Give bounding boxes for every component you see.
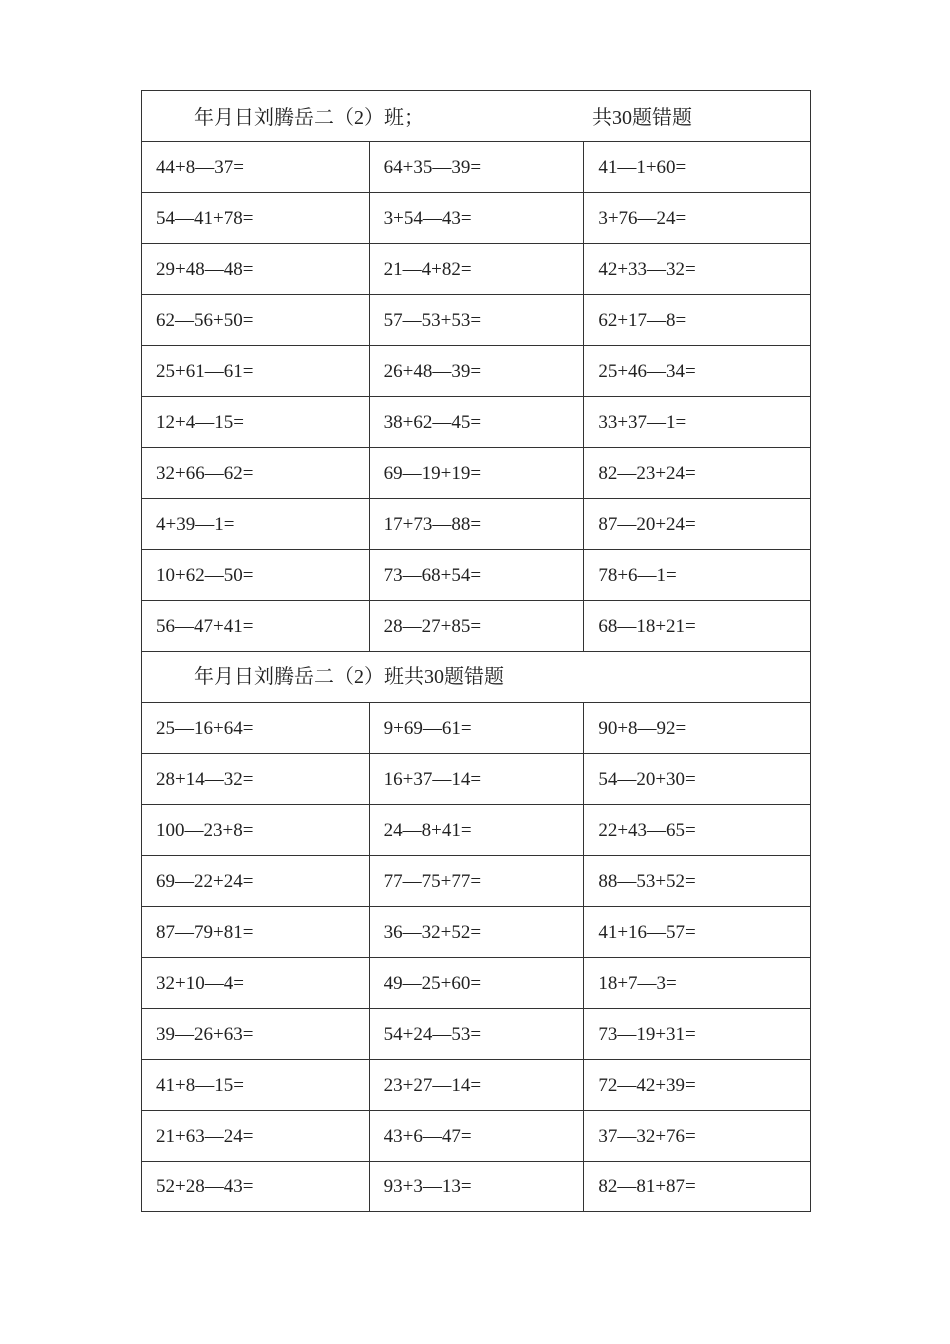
- problem-cell: 90+8—92=: [584, 703, 811, 754]
- problem-cell: 54+24—53=: [370, 1009, 585, 1060]
- problem-cell: 87—20+24=: [584, 499, 811, 550]
- problem-cell: 21—4+82=: [370, 244, 585, 295]
- problem-cell: 32+66—62=: [142, 448, 370, 499]
- problem-cell: 62—56+50=: [142, 295, 370, 346]
- table-row: [142, 193, 811, 244]
- table-row: [142, 1060, 811, 1111]
- problem-cell: 26+48—39=: [370, 346, 585, 397]
- table-row: [142, 550, 811, 601]
- problem-cell: 10+62—50=: [142, 550, 370, 601]
- problem-cell: 69—19+19=: [370, 448, 585, 499]
- table-row: [142, 856, 811, 907]
- problem-cell: 38+62—45=: [370, 397, 585, 448]
- table-row: [142, 499, 811, 550]
- problem-cell: 44+8—37=: [142, 142, 370, 193]
- problem-cell: 54—41+78=: [142, 193, 370, 244]
- table-row: [142, 907, 811, 958]
- table-row: [142, 1162, 811, 1212]
- problem-cell: 32+10—4=: [142, 958, 370, 1009]
- table-row: [142, 1111, 811, 1162]
- problem-cell: 100—23+8=: [142, 805, 370, 856]
- problem-cell: 17+73—88=: [370, 499, 585, 550]
- problem-cell: 68—18+21=: [584, 601, 811, 652]
- problem-cell: 12+4—15=: [142, 397, 370, 448]
- table-row: [142, 295, 811, 346]
- problem-cell: 64+35—39=: [370, 142, 585, 193]
- problem-cell: 41+8—15=: [142, 1060, 370, 1111]
- problem-cell: 21+63—24=: [142, 1111, 370, 1162]
- problem-cell: 28+14—32=: [142, 754, 370, 805]
- header-title: 年月日刘腾岳二（2）班；: [194, 107, 424, 129]
- problem-cell: 56—47+41=: [142, 601, 370, 652]
- table-row: [142, 1009, 811, 1060]
- problem-cell: 9+69—61=: [370, 703, 585, 754]
- problem-cell: 77—75+77=: [370, 856, 585, 907]
- problem-cell: 29+48—48=: [142, 244, 370, 295]
- problem-cell: 16+37—14=: [370, 754, 585, 805]
- problem-cell: 24—8+41=: [370, 805, 585, 856]
- table-row: [142, 244, 811, 295]
- problem-cell: 3+76—24=: [584, 193, 811, 244]
- problem-cell: 36—32+52=: [370, 907, 585, 958]
- worksheet-table: [141, 90, 811, 1212]
- table-row: [142, 754, 811, 805]
- problem-cell: 82—81+87=: [584, 1162, 811, 1212]
- problem-cell: 72—42+39=: [584, 1060, 811, 1111]
- worksheet-header: [142, 91, 811, 142]
- problem-cell: 41—1+60=: [584, 142, 811, 193]
- problem-cell: 42+33—32=: [584, 244, 811, 295]
- table-row: [142, 958, 811, 1009]
- problem-cell: 25+46—34=: [584, 346, 811, 397]
- problem-cell: 4+39—1=: [142, 499, 370, 550]
- problem-cell: 52+28—43=: [142, 1162, 370, 1212]
- problem-cell: 54—20+30=: [584, 754, 811, 805]
- problem-cell: 23+27—14=: [370, 1060, 585, 1111]
- problem-cell: 33+37—1=: [584, 397, 811, 448]
- problem-cell: 62+17—8=: [584, 295, 811, 346]
- table-row: [142, 703, 811, 754]
- problem-cell: 28—27+85=: [370, 601, 585, 652]
- problem-cell: 22+43—65=: [584, 805, 811, 856]
- problem-cell: 25+61—61=: [142, 346, 370, 397]
- problem-cell: 73—19+31=: [584, 1009, 811, 1060]
- problem-cell: 18+7—3=: [584, 958, 811, 1009]
- table-row: [142, 397, 811, 448]
- problem-cell: 78+6—1=: [584, 550, 811, 601]
- table-row: [142, 805, 811, 856]
- problem-cell: 43+6—47=: [370, 1111, 585, 1162]
- worksheet-header: [142, 652, 811, 703]
- problem-cell: 87—79+81=: [142, 907, 370, 958]
- problem-cell: 82—23+24=: [584, 448, 811, 499]
- table-row: [142, 346, 811, 397]
- problem-cell: 69—22+24=: [142, 856, 370, 907]
- problem-cell: 41+16—57=: [584, 907, 811, 958]
- problem-cell: 88—53+52=: [584, 856, 811, 907]
- table-row: [142, 448, 811, 499]
- problem-cell: 37—32+76=: [584, 1111, 811, 1162]
- problem-cell: 25—16+64=: [142, 703, 370, 754]
- header-problem-count: 共30题错题: [592, 107, 692, 129]
- problem-cell: 73—68+54=: [370, 550, 585, 601]
- problem-cell: 39—26+63=: [142, 1009, 370, 1060]
- problem-cell: 3+54—43=: [370, 193, 585, 244]
- problem-cell: 57—53+53=: [370, 295, 585, 346]
- table-row: [142, 601, 811, 652]
- problem-cell: 49—25+60=: [370, 958, 585, 1009]
- header-title: 年月日刘腾岳二（2）班共30题错题: [194, 666, 504, 688]
- problem-cell: 93+3—13=: [370, 1162, 585, 1212]
- table-row: [142, 142, 811, 193]
